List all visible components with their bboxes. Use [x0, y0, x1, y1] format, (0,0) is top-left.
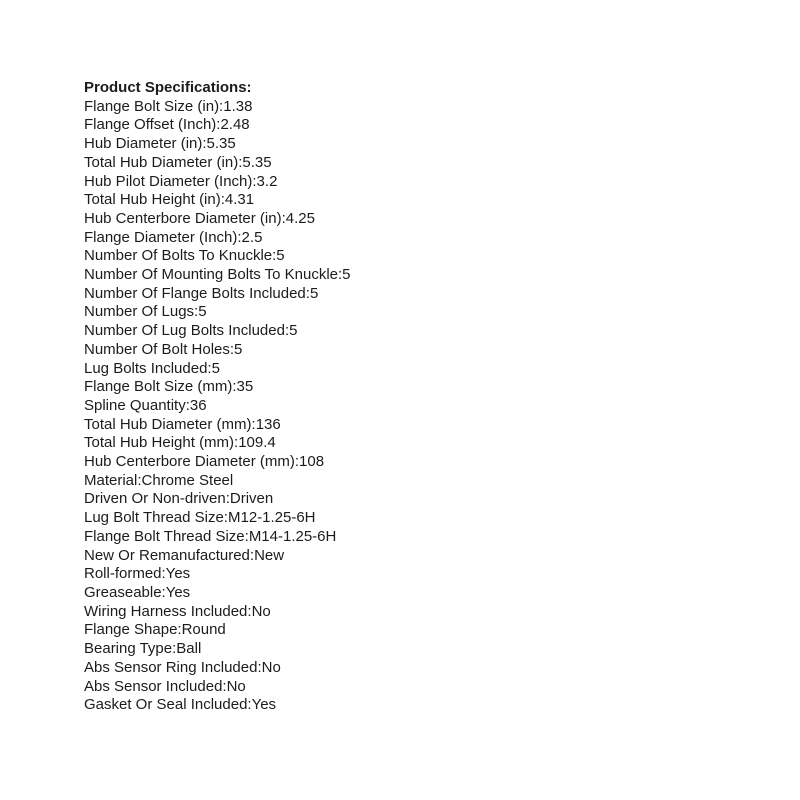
spec-item: Number Of Flange Bolts Included:5	[84, 284, 319, 302]
spec-item: Lug Bolt Thread Size:M12-1.25-6H	[84, 509, 316, 527]
spec-item: Flange Shape:Round	[84, 621, 226, 639]
spec-item: Lug Bolts Included:5	[84, 359, 220, 377]
spec-item: Total Hub Diameter (in):5.35	[84, 153, 272, 171]
spec-item: Number Of Mounting Bolts To Knuckle:5	[84, 266, 351, 284]
spec-item: Total Hub Diameter (mm):136	[84, 415, 281, 433]
spec-item: Material:Chrome Steel	[84, 471, 234, 489]
spec-item: Hub Diameter (in):5.35	[84, 135, 236, 153]
spec-item: Driven Or Non-driven:Driven	[84, 490, 274, 508]
spec-item: Flange Diameter (Inch):2.5	[84, 228, 263, 246]
spec-item: Number Of Bolt Holes:5	[84, 340, 243, 358]
spec-list	[84, 98, 724, 715]
spec-item: Total Hub Height (mm):109.4	[84, 434, 276, 452]
spec-item: Number Of Lugs:5	[84, 303, 207, 321]
spec-item: New Or Remanufactured:New	[84, 546, 285, 564]
spec-item: Roll-formed:Yes	[84, 565, 191, 583]
spec-item: Wiring Harness Included:No	[84, 602, 271, 620]
spec-item: Flange Bolt Size (in):1.38	[84, 97, 253, 115]
spec-item: Bearing Type:Ball	[84, 640, 202, 658]
spec-item: Abs Sensor Ring Included:No	[84, 658, 281, 676]
spec-item: Spline Quantity:36	[84, 396, 207, 414]
spec-item: Number Of Bolts To Knuckle:5	[84, 247, 285, 265]
spec-item: Total Hub Height (in):4.31	[84, 191, 255, 209]
spec-item: Abs Sensor Included:No	[84, 677, 246, 695]
spec-item: Flange Bolt Thread Size:M14-1.25-6H	[84, 527, 337, 545]
spec-item: Number Of Lug Bolts Included:5	[84, 322, 298, 340]
spec-item: Flange Offset (Inch):2.48	[84, 116, 250, 134]
spec-block	[84, 79, 724, 715]
spec-item: Gasket Or Seal Included:Yes	[84, 696, 277, 714]
spec-item: Hub Centerbore Diameter (mm):108	[84, 453, 325, 471]
spec-item: Flange Bolt Size (mm):35	[84, 378, 254, 396]
spec-item: Hub Centerbore Diameter (in):4.25	[84, 209, 315, 227]
spec-item: Hub Pilot Diameter (Inch):3.2	[84, 172, 278, 190]
spec-item: Greaseable:Yes	[84, 583, 191, 601]
section-title: Product Specifications:	[84, 79, 252, 96]
